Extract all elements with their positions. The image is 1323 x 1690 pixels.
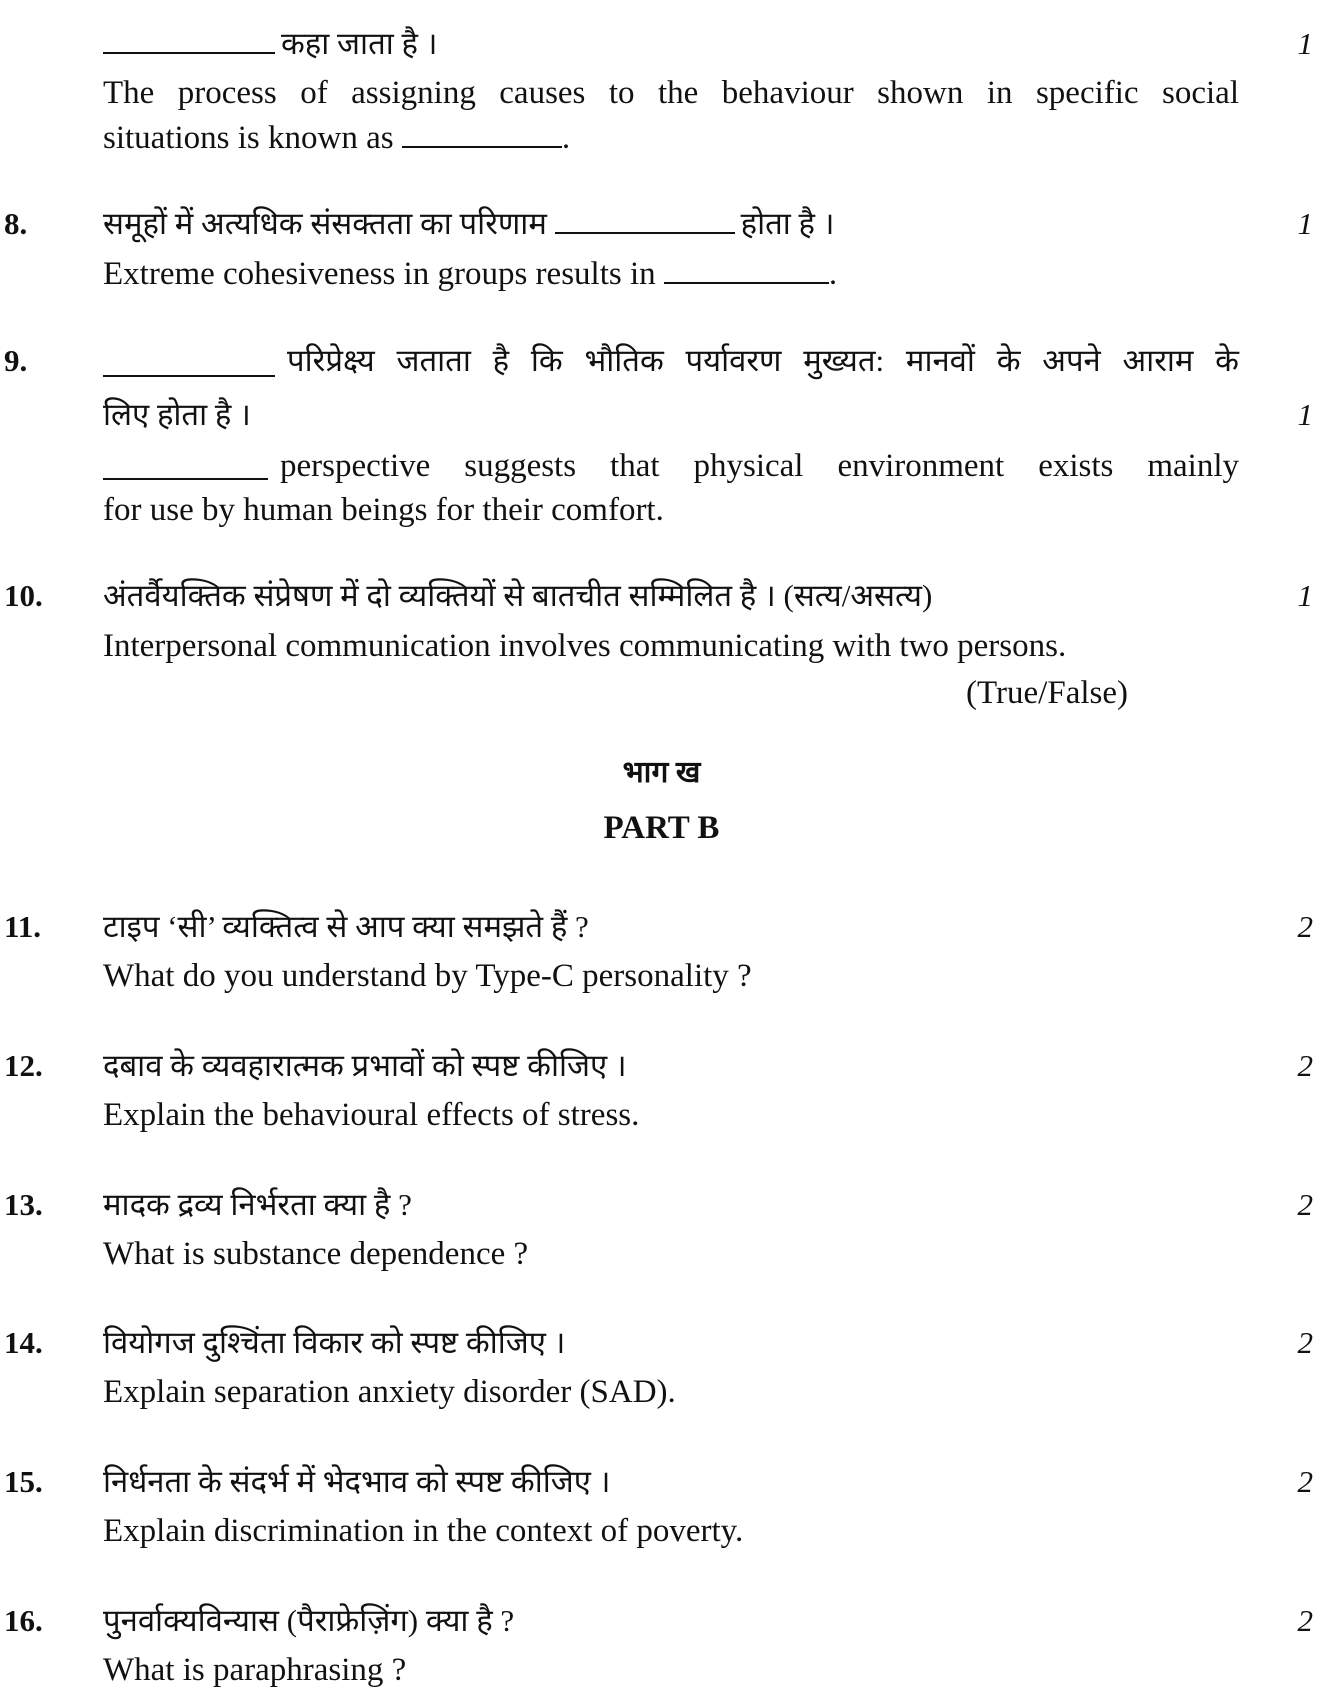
q8-hindi-tail: होता है । (740, 206, 835, 241)
q8-hindi (103, 204, 1239, 244)
question-hindi: पुनर्वाक्यविन्यास (पैराफ्रेज़िंग) क्या है ? (103, 1603, 515, 1638)
q9-english-text: perspective suggests that physical environment exists mainly (280, 448, 1239, 484)
q10-english: Interpersonal communication involves communicating with two persons. (103, 628, 1067, 664)
q8-mark: 1 (1297, 206, 1313, 241)
question-english: What do you understand by Type-C personality ? (103, 958, 752, 994)
question-mark: 2 (1297, 1603, 1313, 1638)
q7-english-line2: situations is known as . (103, 120, 571, 156)
question-english: What is substance dependence ? (103, 1236, 529, 1272)
question-number: 15. (4, 1464, 43, 1499)
question-mark: 2 (1297, 1464, 1313, 1499)
answer-blank (402, 146, 562, 148)
question-mark: 2 (1297, 1048, 1313, 1083)
q9-hindi-line1 (103, 341, 1239, 381)
q9-hindi-line2: लिए होता है । (103, 397, 251, 432)
question-english: Explain separation anxiety disorder (SAD). (103, 1374, 676, 1410)
question-hindi: वियोगज दुश्चिंता विकार को स्पष्ट कीजिए । (103, 1325, 566, 1360)
q7-english-text: situations is known as (103, 120, 394, 156)
q9-english-line2: for use by human beings for their comfort. (103, 492, 664, 528)
q9-mark: 1 (1297, 397, 1313, 432)
question-number: 11. (4, 909, 42, 944)
q10-number: 10. (4, 578, 43, 613)
q7-mark: 1 (1297, 26, 1313, 61)
q10-true-false: (True/False) (966, 675, 1128, 711)
question-number: 14. (4, 1325, 43, 1360)
question-english: Explain the behavioural effects of stress. (103, 1097, 640, 1133)
answer-blank (555, 232, 735, 234)
answer-blank (103, 375, 275, 377)
q8-english: Extreme cohesiveness in groups results in . (103, 256, 838, 292)
question-english: What is paraphrasing ? (103, 1652, 407, 1688)
q7-hindi (103, 24, 1239, 64)
answer-blank (103, 478, 268, 480)
q9-number: 9. (4, 343, 28, 378)
question-number: 13. (4, 1187, 43, 1222)
question-hindi: दबाव के व्यवहारात्मक प्रभावों को स्पष्ट कीजिए । (103, 1048, 627, 1083)
q8-hindi-head: समूहों में अत्यधिक संसक्तता का परिणाम (103, 206, 547, 241)
q10-mark: 1 (1297, 578, 1313, 613)
q8-number: 8. (4, 206, 28, 241)
q9-english-line1 (103, 446, 1239, 486)
question-number: 16. (4, 1603, 43, 1638)
question-number: 12. (4, 1048, 43, 1083)
q7-hindi-text: कहा जाता है । (281, 26, 438, 61)
question-hindi: टाइप ‘सी’ व्यक्तित्व से आप क्या समझते हैं ? (103, 909, 589, 944)
part-heading-hindi: भाग ख (622, 756, 701, 789)
answer-blank (103, 52, 275, 54)
question-mark: 2 (1297, 1187, 1313, 1222)
question-hindi: निर्धनता के संदर्भ में भेदभाव को स्पष्ट कीजिए । (103, 1464, 611, 1499)
q7-english-line1: The process of assigning causes to the behaviour shown in specific social (103, 75, 1239, 111)
q10-hindi: अंतर्वैयक्तिक संप्रेषण में दो व्यक्तियों से बातचीत सम्मिलित है । (सत्य/असत्य) (103, 578, 933, 613)
answer-blank (664, 282, 829, 284)
part-heading-english: PART B (603, 810, 720, 846)
question-hindi: मादक द्रव्य निर्भरता क्या है ? (103, 1187, 412, 1222)
question-english: Explain discrimination in the context of poverty. (103, 1513, 744, 1549)
question-mark: 2 (1297, 909, 1313, 944)
q9-hindi-text: परिप्रेक्ष्य जताता है कि भौतिक पर्यावरण मुख्यत: मानवों के अपने आराम के (287, 343, 1239, 378)
question-mark: 2 (1297, 1325, 1313, 1360)
q8-english-text: Extreme cohesiveness in groups results in (103, 256, 656, 292)
